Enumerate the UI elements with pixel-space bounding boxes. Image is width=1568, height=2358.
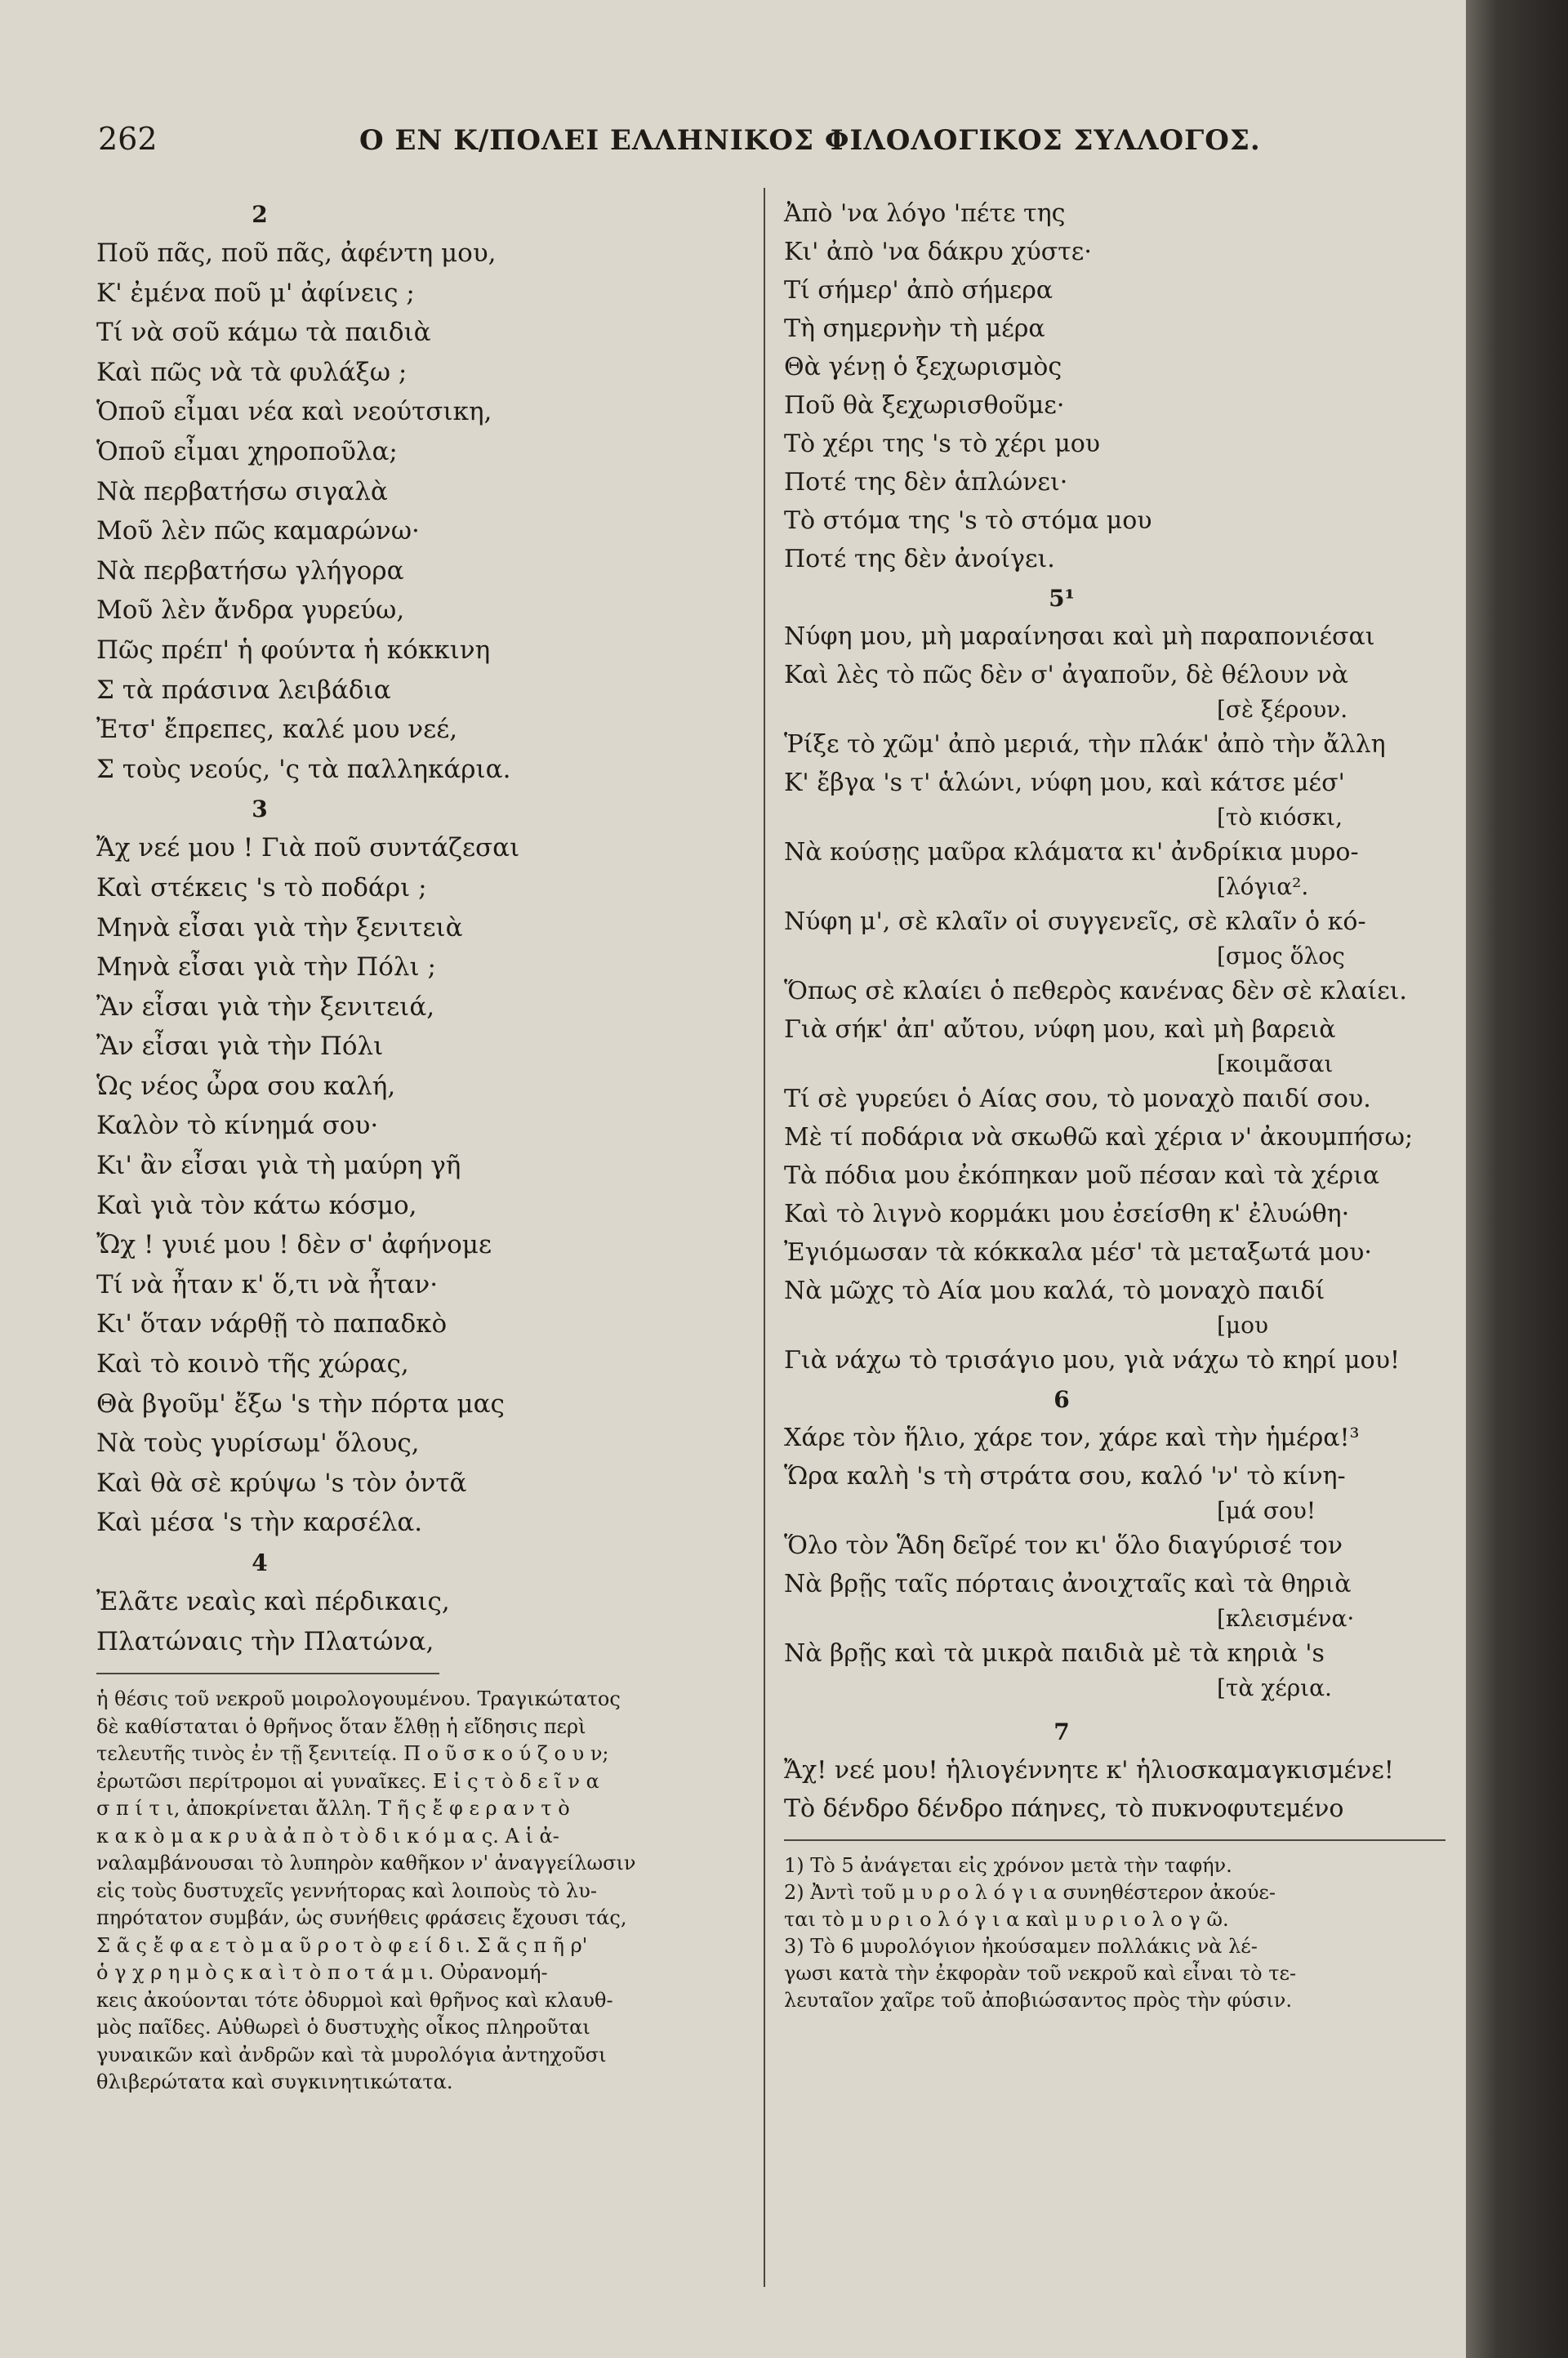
verse-line: Κ' ἔβγα 's τ' ἁλώνι, νύφη μου, καὶ κάτσε μέσ': [784, 769, 1345, 797]
footnote-line: ναλαμβάνουσαι τὸ λυπηρὸν καθῆκον ν' ἀναγγείλωσιν: [96, 1852, 636, 1875]
verse-line: Γιὰ νάχω τὸ τρισάγιο μου, γιὰ νάχω τὸ κηρί μου!: [784, 1346, 1400, 1375]
poem-3: [96, 828, 750, 1543]
footnote-line: κ α κ ὸ μ α κ ρ υ ὰ ἀ π ὸ τ ὸ δ ι κ ό μ α ς. Α ἱ ἀ-: [96, 1824, 559, 1848]
footnotes: [784, 1852, 1446, 2014]
verse-line: Πλατώναις τὴν Πλατώνα,: [96, 1626, 434, 1656]
verse-line: Μὲ τί ποδάρια νὰ σκωθῶ καὶ χέρια ν' ἀκουμπήσω;: [784, 1123, 1414, 1152]
footnote-line: κεις ἀκούονται τότε ὀδυρμοὶ καὶ θρῆνος καὶ κλαυθ-: [96, 1988, 613, 2012]
verse-line: Τί νὰ ἦταν κ' ὅ,τι νὰ ἦταν·: [96, 1269, 439, 1299]
left-column: [96, 194, 750, 2097]
verse-line: Ὁποῦ εἶμαι νέα καὶ νεούτσικη,: [96, 397, 492, 427]
verse-line: Νὰ κούσῃς μαῦρα κλάματα κι' ἀνδρίκια μυρο-: [784, 838, 1359, 867]
verse-line-continuation: [σμος ὅλος: [1217, 943, 1345, 969]
verse-line: Καὶ στέκεις 's τὸ ποδάρι ;: [96, 872, 427, 903]
verse-line: Σ τὰ πράσινα λειβάδια: [96, 675, 391, 705]
verse-line: Νὰ βρῇς ταῖς πόρταις ἀνοιχταῖς καὶ τὰ θηριὰ: [784, 1570, 1352, 1598]
footnote-line: εἰς τοὺς δυστυχεῖς γεννήτορας καὶ λοιποὺς τὸ λυ-: [96, 1879, 597, 1902]
poem-4: [96, 1582, 750, 1661]
verse-line: Καὶ λὲς τὸ πῶς δὲν σ' ἀγαποῦν, δὲ θέλουν νὰ: [784, 661, 1348, 689]
footnote-line: τελευτῆς τινὸς ἐν τῇ ξενιτείᾳ. Π ο ῦ σ κ ο ύ ζ ο υ ν;: [96, 1742, 609, 1766]
verse-line: Ἐτσ' ἔπρεπες, καλέ μου νεέ,: [96, 715, 458, 745]
footnote-continued: [96, 1686, 750, 2097]
verse-line: Νύφη μ', σὲ κλαῖν οἱ συγγενεῖς, σὲ κλαῖν ὁ κό-: [784, 907, 1366, 936]
verse-line: Μοῦ λὲν ἄνδρα γυρεύω,: [96, 595, 405, 626]
verse-line: Κι' ὅταν νάρθῇ τὸ παπαδκὸ: [96, 1309, 448, 1339]
poem-number-2: 2: [252, 201, 268, 228]
poem-6: [784, 1419, 1446, 1704]
footnote-line: ἡ θέσις τοῦ νεκροῦ μοιρολογουμένου. Τραγικώτατος: [96, 1687, 621, 1711]
footnote-line: ται τὸ μ υ ρ ι ο λ ό γ ι α καὶ μ υ ρ ι ο λ ο γ ῶ.: [784, 1908, 1229, 1931]
verse-line: Ὥρα καλὴ 's τὴ στράτα σου, καλό 'ν' τὸ κίνη-: [784, 1462, 1346, 1491]
verse-line: Ὤχ ! γυιέ μου ! δὲν σ' ἀφήνομε: [96, 1230, 492, 1260]
verse-line: Ποτέ της δὲν ἁπλώνει·: [784, 468, 1068, 497]
verse-line-continuation: [κοιμᾶσαι: [1217, 1050, 1334, 1077]
verse-line: Τί σὲ γυρεύει ὁ Αίας σου, τὸ μοναχὸ παιδί σου.: [784, 1085, 1371, 1113]
poem-number-5: 5¹: [1049, 585, 1075, 612]
verse-line: Ποῦ πᾶς, ποῦ πᾶς, ἀφέντη μου,: [96, 238, 497, 268]
footnote-line: μὸς παῖδες. Αὐθωρεὶ ὁ δυστυχὴς οἶκος πληροῦται: [96, 2016, 590, 2039]
poem-2: [96, 234, 750, 789]
verse-line: Ἂν εἶσαι γιὰ τὴν ξενιτειά,: [96, 992, 435, 1022]
verse-line: Ὁποῦ εἶμαι χηροποῦλα;: [96, 436, 398, 466]
verse-line: Καὶ πῶς νὰ τὰ φυλάξω ;: [96, 357, 408, 387]
verse-line-continuation: [τὰ χέρια.: [1217, 1674, 1332, 1701]
verse-line: Ὡς νέος ὦρα σου καλή,: [96, 1071, 396, 1101]
verse-line-continuation: [τὸ κιόσκι,: [1217, 804, 1343, 831]
footnote-line: 1) Τὸ 5 ἀνάγεται εἰς χρόνον μετὰ τὴν ταφήν.: [784, 1854, 1232, 1877]
footnote-line: γυναικῶν καὶ ἀνδρῶν καὶ τὰ μυρολόγια ἀντηχοῦσι: [96, 2043, 607, 2066]
verse-line: Ἄχ! νεέ μου! ἡλιογέννητε κ' ἡλιοσκαμαγκισμένε!: [784, 1756, 1394, 1785]
poem-number-3: 3: [252, 796, 268, 823]
verse-line: Θὰ γένῃ ὁ ξεχωρισμὸς: [784, 353, 1062, 381]
footnote-line: πηρότατον συμβάν, ὡς συνήθεις φράσεις ἔχουσι τάς,: [96, 1906, 627, 1930]
verse-line: Κ' ἐμένα ποῦ μ' ἀφίνεις ;: [96, 278, 415, 308]
footnote-line: γωσι κατὰ τὴν ἐκφορὰν τοῦ νεκροῦ καὶ εἶναι τὸ τε-: [784, 1962, 1297, 1985]
verse-line: Μηνὰ εἶσαι γιὰ τὴν Πόλι ;: [96, 952, 436, 983]
verse-line: Καὶ θὰ σὲ κρύψω 's τὸν ὀντᾶ: [96, 1468, 467, 1498]
footnote-line: 2) Ἀντὶ τοῦ μ υ ρ ο λ ό γ ι α συνηθέστερον ἀκούε-: [784, 1881, 1276, 1904]
footnote-line: δὲ καθίσταται ὁ θρῆνος ὅταν ἔλθῃ ἡ εἴδησις περὶ: [96, 1714, 586, 1738]
verse-line-continuation: [σὲ ξέρουν.: [1217, 696, 1348, 723]
right-column: [784, 194, 1446, 2014]
column-divider: [764, 188, 765, 2287]
footnote-line: σ π ί τ ι, ἀποκρίνεται ἄλλη. Τ ῆ ς ἔ φ ε ρ α ν τ ὸ: [96, 1797, 570, 1821]
verse-line: Ῥίξε τὸ χῶμ' ἀπὸ μεριά, τὴν πλάκ' ἀπὸ τὴν ἄλλη: [784, 730, 1386, 759]
footnote-line: θλιβερώτατα καὶ συγκινητικώτατα.: [96, 2070, 453, 2094]
poem-number-4: 4: [252, 1549, 268, 1576]
footnote-line: ὁ γ χ ρ η μ ὸ ς κ α ὶ τ ὸ π ο τ ά μ ι. Οὐρανομή-: [96, 1961, 548, 1985]
verse-line: Τὸ δένδρο δένδρο πάηνες, τὸ πυκνοφυτεμένο: [784, 1794, 1344, 1823]
poem-5: [784, 617, 1446, 1380]
verse-line-continuation: [κλεισμένα·: [1217, 1605, 1355, 1632]
verse-line-continuation: [μά σου!: [1217, 1497, 1316, 1524]
verse-line: Νύφη μου, μὴ μαραίνησαι καὶ μὴ παραπονιέσαι: [784, 622, 1375, 651]
verse-line: Νὰ βρῇς καὶ τὰ μικρὰ παιδιὰ μὲ τὰ κηριὰ 's: [784, 1639, 1325, 1668]
verse-line: Κι' ἂν εἶσαι γιὰ τὴ μαύρη γῆ: [96, 1151, 461, 1181]
footnote-rule-right: [784, 1839, 1446, 1841]
verse-line: Ἂν εἶσαι γιὰ τὴν Πόλι: [96, 1032, 384, 1062]
verse-line: Μηνὰ εἶσαι γιὰ τὴν ξενιτειὰ: [96, 912, 463, 943]
verse-line: Καὶ γιὰ τὸν κάτω κόσμο,: [96, 1190, 417, 1220]
verse-line: Καὶ τὸ κοινὸ τῆς χώρας,: [96, 1349, 409, 1380]
footnote-line: 3) Τὸ 6 μυρολόγιον ἠκούσαμεν πολλάκις νὰ λέ-: [784, 1935, 1258, 1958]
verse-line: Τὸ στόμα της 's τὸ στόμα μου: [784, 506, 1152, 535]
verse-line: Ὅπως σὲ κλαίει ὁ πεθερὸς κανένας δὲν σὲ κλαίει.: [784, 977, 1407, 1005]
verse-line: Ποτέ της δὲν ἀνοίγει.: [784, 545, 1055, 573]
verse-line-continuation: [λόγια².: [1217, 873, 1309, 900]
verse-line: Καὶ τὸ λιγνὸ κορμάκι μου ἐσείσθη κ' ἐλυώθη·: [784, 1200, 1350, 1228]
poem-4-continued: [784, 194, 1446, 578]
footnote-line: ἐρωτῶσι περίτρομοι αἱ γυναῖκες. Ε ἰ ς τ ὸ δ ε ῖ ν α: [96, 1769, 599, 1793]
verse-line: Σ τοὺς νεούς, 'ς τὰ παλληκάρια.: [96, 754, 511, 784]
verse-line: Κι' ἀπὸ 'να δάκρυ χύστε·: [784, 238, 1092, 266]
verse-line: Χάρε τὸν ἥλιο, χάρε τον, χάρε καὶ τὴν ἡμέρα!³: [784, 1424, 1360, 1452]
running-title: Ο ΕΝ Κ/ΠΟΛΕΙ ΕΛΛΗΝΙΚΟΣ ΦΙΛΟΛΟΓΙΚΟΣ ΣΥΛΛΟΓΟΣ.: [359, 124, 1261, 157]
footnote-rule: [96, 1673, 439, 1674]
verse-line: Τί σήμερ' ἀπὸ σήμερα: [784, 276, 1054, 305]
page-header: [98, 121, 1261, 162]
verse-line: Ἐλᾶτε νεαὶς καὶ πέρδικαις,: [96, 1587, 450, 1616]
verse-line: Τί νὰ σοῦ κάμω τὰ παιδιὰ: [96, 318, 431, 348]
verse-line: Νὰ μῶχς τὸ Αία μου καλά, τὸ μοναχὸ παιδί: [784, 1277, 1325, 1305]
verse-line: Νὰ περβατήσω σιγαλὰ: [96, 476, 388, 506]
verse-line: Ἐγιόμωσαν τὰ κόκκαλα μέσ' τὰ μεταξωτά μου·: [784, 1238, 1372, 1267]
poem-7: [784, 1751, 1446, 1828]
verse-line: Τὸ χέρι της 's τὸ χέρι μου: [784, 430, 1100, 458]
verse-line: Μοῦ λὲν πῶς καμαρώνω·: [96, 516, 420, 546]
page-number: 262: [98, 121, 158, 157]
verse-line: Ὅλο τὸν Ἅδη δεῖρέ τον κι' ὅλο διαγύρισέ τον: [784, 1531, 1343, 1560]
verse-line: Νὰ περβατήσω γλήγορα: [96, 555, 404, 586]
verse-line: Καὶ μέσα 's τὴν καρσέλα.: [96, 1508, 423, 1538]
footnote-line: λευταῖον χαῖρε τοῦ ἀποβιώσαντος πρὸς τὴν φύσιν.: [784, 1989, 1293, 2012]
verse-line: Νὰ τοὺς γυρίσωμ' ὅλους,: [96, 1429, 420, 1459]
verse-line: Τὰ πόδια μου ἐκόπηκαν μοῦ πέσαν καὶ τὰ χέρια: [784, 1161, 1380, 1190]
verse-line: Γιὰ σήκ' ἀπ' αὔτου, νύφη μου, καὶ μὴ βαρειὰ: [784, 1015, 1336, 1044]
verse-line: Θὰ βγοῦμ' ἔξω 's τὴν πόρτα μας: [96, 1389, 505, 1419]
poem-number-6: 6: [1054, 1386, 1070, 1413]
footnote-line: Σ ᾶ ς ἔ φ α ε τ ὸ μ α ῦ ρ ο τ ὸ φ ε ί δ ι. Σ ᾶ ς π ῆ ρ': [96, 1933, 588, 1957]
poem-number-7: 7: [1054, 1718, 1070, 1745]
verse-line: Ποῦ θὰ ξεχωρισθοῦμε·: [784, 391, 1065, 420]
verse-line: Πῶς πρέπ' ἡ φούντα ἡ κόκκινη: [96, 635, 491, 665]
verse-line: Καλὸν τὸ κίνημά σου·: [96, 1111, 379, 1141]
verse-line-continuation: [μου: [1217, 1312, 1268, 1339]
verse-line: Τὴ σημερνὴν τὴ μέρα: [784, 314, 1045, 343]
verse-line: Ἀπὸ 'να λόγο 'πέτε της: [784, 199, 1066, 228]
verse-line: Ἄχ νεέ μου ! Γιὰ ποῦ συντάζεσαι: [96, 833, 520, 863]
page-binding-edge: [1466, 0, 1568, 2358]
